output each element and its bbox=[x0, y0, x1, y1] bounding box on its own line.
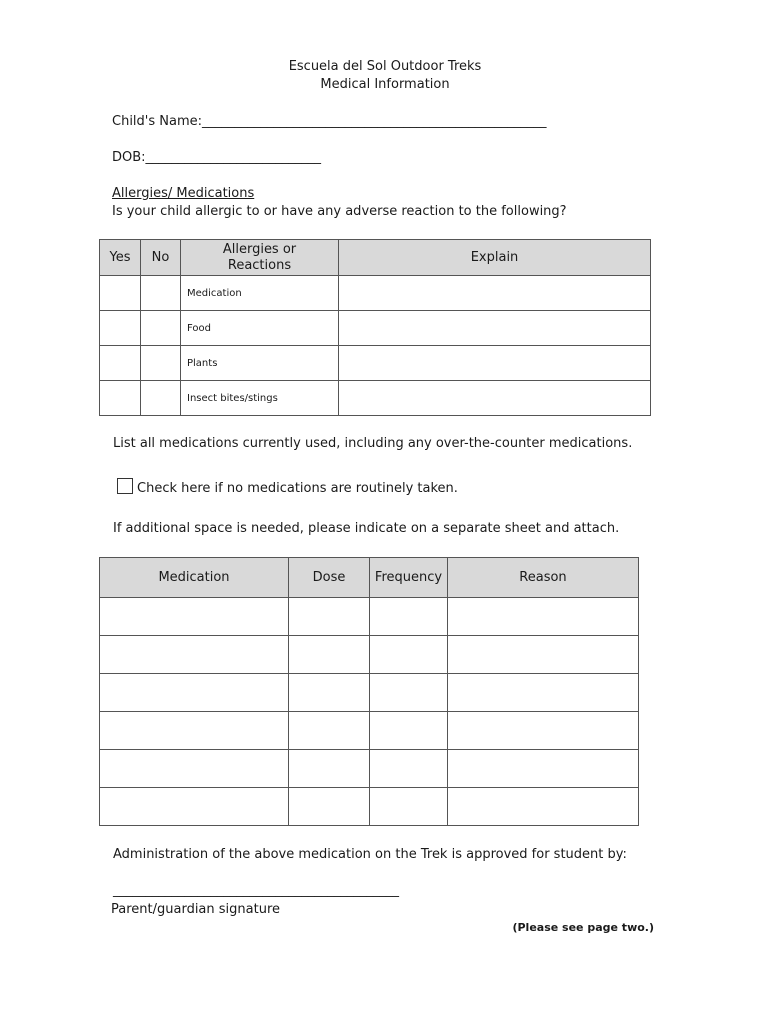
frequency-cell[interactable] bbox=[370, 636, 448, 674]
col-frequency: Frequency bbox=[370, 558, 448, 598]
dose-cell[interactable] bbox=[289, 712, 370, 750]
table-row bbox=[100, 750, 639, 788]
approval-statement: Administration of the above medication on the Trek is approved for student by: bbox=[113, 847, 627, 862]
dose-cell[interactable] bbox=[289, 636, 370, 674]
table-row bbox=[100, 674, 639, 712]
row-label: Food bbox=[181, 311, 339, 346]
medication-cell[interactable] bbox=[100, 674, 289, 712]
dob-line: ___________________________ bbox=[145, 150, 322, 165]
col-medication: Medication bbox=[100, 558, 289, 598]
table-row bbox=[100, 381, 651, 416]
no-cell[interactable] bbox=[141, 381, 181, 416]
table-row bbox=[100, 346, 651, 381]
child-name-line: _____________________________________________________ bbox=[202, 114, 547, 129]
reason-cell[interactable] bbox=[448, 750, 639, 788]
yes-cell[interactable] bbox=[100, 276, 141, 311]
allergies-table bbox=[99, 239, 651, 416]
medications-instruction: List all medications currently used, including any over-the-counter medications. bbox=[113, 436, 633, 451]
explain-cell[interactable] bbox=[339, 346, 651, 381]
medication-cell[interactable] bbox=[100, 750, 289, 788]
col-allergies: Allergies or Reactions bbox=[181, 240, 339, 276]
yes-cell[interactable] bbox=[100, 346, 141, 381]
allergies-heading: Allergies/ Medications bbox=[112, 186, 255, 201]
child-name-field[interactable] bbox=[112, 114, 547, 129]
dose-cell[interactable] bbox=[289, 788, 370, 826]
no-cell[interactable] bbox=[141, 311, 181, 346]
reason-cell[interactable] bbox=[448, 674, 639, 712]
document-title: Escuela del Sol Outdoor Treks bbox=[288, 59, 482, 74]
extra-space-note: If additional space is needed, please indicate on a separate sheet and attach. bbox=[113, 521, 620, 536]
document-subtitle: Medical Information bbox=[320, 77, 450, 92]
table-row bbox=[100, 276, 651, 311]
medication-cell[interactable] bbox=[100, 598, 289, 636]
no-cell[interactable] bbox=[141, 276, 181, 311]
reason-cell[interactable] bbox=[448, 636, 639, 674]
col-dose: Dose bbox=[289, 558, 370, 598]
yes-cell[interactable] bbox=[100, 381, 141, 416]
frequency-cell[interactable] bbox=[370, 712, 448, 750]
frequency-cell[interactable] bbox=[370, 598, 448, 636]
row-label: Plants bbox=[181, 346, 339, 381]
frequency-cell[interactable] bbox=[370, 788, 448, 826]
row-label: Insect bites/stings bbox=[181, 381, 339, 416]
medication-cell[interactable] bbox=[100, 636, 289, 674]
medication-cell[interactable] bbox=[100, 788, 289, 826]
no-cell[interactable] bbox=[141, 346, 181, 381]
col-explain: Explain bbox=[339, 240, 651, 276]
no-medications-checkbox[interactable] bbox=[117, 478, 133, 494]
no-medications-label: Check here if no medications are routinely taken. bbox=[137, 481, 458, 496]
col-yes: Yes bbox=[100, 240, 141, 276]
frequency-cell[interactable] bbox=[370, 750, 448, 788]
reason-cell[interactable] bbox=[448, 788, 639, 826]
child-name-label: Child's Name: bbox=[112, 114, 203, 129]
medications-header-row bbox=[100, 558, 639, 598]
table-row bbox=[100, 636, 639, 674]
explain-cell[interactable] bbox=[339, 381, 651, 416]
explain-cell[interactable] bbox=[339, 311, 651, 346]
dose-cell[interactable] bbox=[289, 598, 370, 636]
table-row bbox=[100, 598, 639, 636]
table-row bbox=[100, 788, 639, 826]
yes-cell[interactable] bbox=[100, 311, 141, 346]
frequency-cell[interactable] bbox=[370, 674, 448, 712]
dose-cell[interactable] bbox=[289, 750, 370, 788]
table-row bbox=[100, 712, 639, 750]
row-label: Medication bbox=[181, 276, 339, 311]
table-row bbox=[100, 311, 651, 346]
page-note: (Please see page two.) bbox=[512, 921, 654, 934]
reason-cell[interactable] bbox=[448, 598, 639, 636]
medication-cell[interactable] bbox=[100, 712, 289, 750]
dose-cell[interactable] bbox=[289, 674, 370, 712]
dob-field[interactable] bbox=[112, 150, 321, 165]
signature-line[interactable]: ____________________________________________ bbox=[113, 883, 399, 898]
reason-cell[interactable] bbox=[448, 712, 639, 750]
allergies-header-row bbox=[100, 240, 651, 276]
col-reason: Reason bbox=[448, 558, 639, 598]
dob-label: DOB: bbox=[112, 150, 146, 165]
explain-cell[interactable] bbox=[339, 276, 651, 311]
signature-label: Parent/guardian signature bbox=[111, 902, 281, 917]
col-no: No bbox=[141, 240, 181, 276]
medications-table bbox=[99, 557, 639, 826]
allergies-question: Is your child allergic to or have any adverse reaction to the following? bbox=[112, 204, 567, 219]
